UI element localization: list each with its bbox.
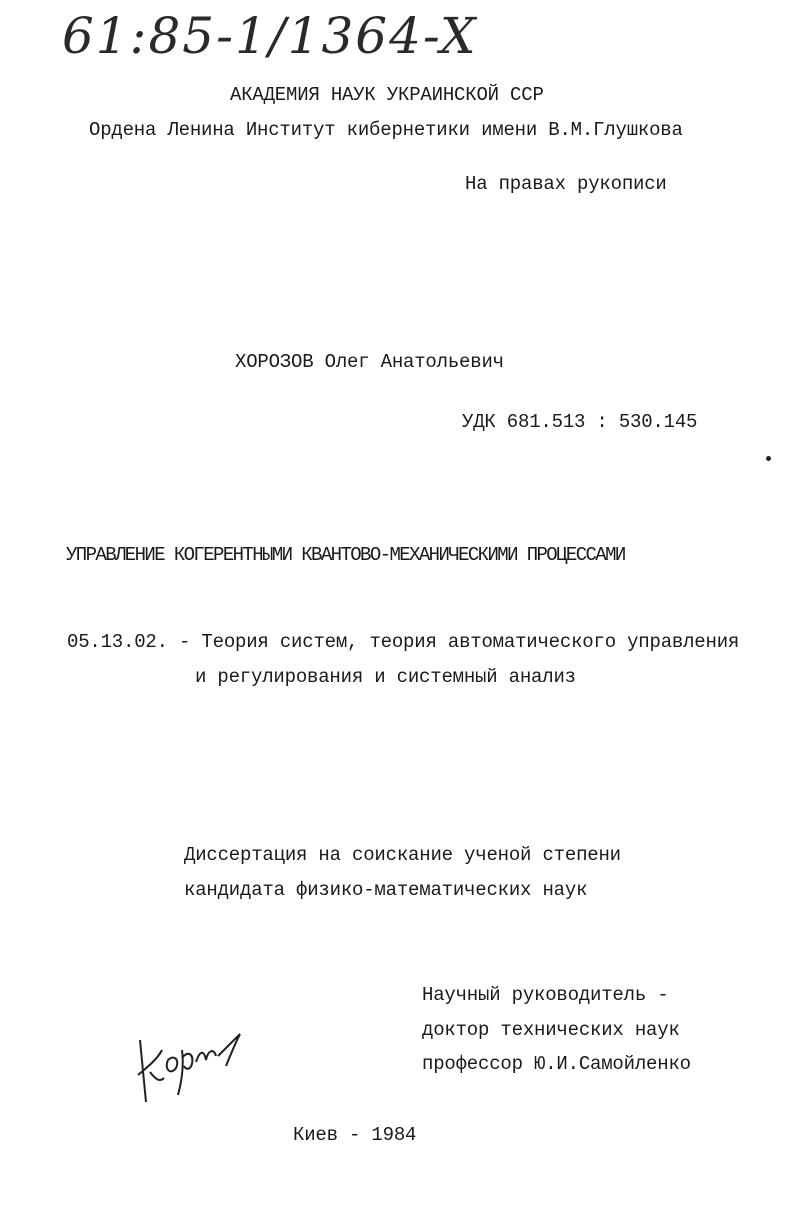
author-signature (130, 1020, 250, 1110)
dissertation-title: УПРАВЛЕНИЕ КОГЕРЕНТНЫМИ КВАНТОВО-МЕХАНИЧЕСКИМИ ПРОЦЕССАМИ (66, 544, 625, 566)
supervisor-line-1: Научный руководитель - (422, 984, 669, 1006)
stray-mark (766, 456, 771, 461)
specialty-line-2: и регулирования и системный анализ (195, 666, 576, 688)
supervisor-line-2: доктор технических наук (422, 1019, 680, 1041)
degree-line-1: Диссертация на соискание ученой степени (184, 844, 621, 866)
specialty-line-1: 05.13.02. - Теория систем, теория автоматического управления (67, 631, 740, 653)
archive-note: 61:85-1/1364-X (62, 7, 478, 65)
degree-line-2: кандидата физико-математических наук (184, 879, 588, 901)
institute-heading: Ордена Ленина Институт кибернетики имени В.М.Глушкова (89, 119, 683, 141)
academy-heading: АКАДЕМИЯ НАУК УКРАИНСКОЙ ССР (230, 84, 544, 106)
rights-note: На правах рукописи (465, 173, 667, 195)
place-year: Киев - 1984 (293, 1124, 417, 1146)
supervisor-line-3: профессор Ю.И.Самойленко (422, 1053, 691, 1075)
author-name: ХОРОЗОВ Олег Анатольевич (235, 351, 504, 373)
udc-code: УДК 681.513 : 530.145 (462, 411, 698, 433)
